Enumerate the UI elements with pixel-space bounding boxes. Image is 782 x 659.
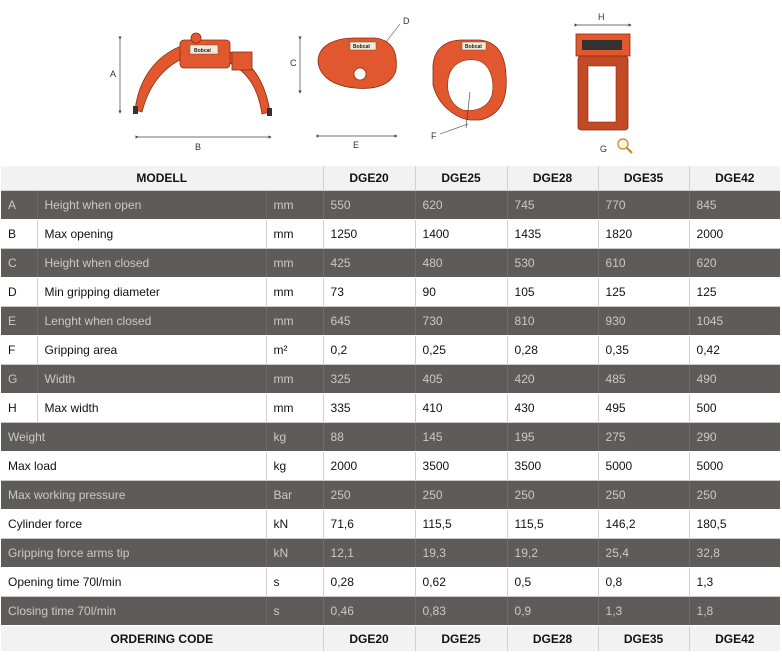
row-value: 410 [415,394,507,423]
row-unit: mm [266,307,323,336]
row-value: 0,25 [415,336,507,365]
row-name: Gripping force arms tip [1,539,266,568]
row-value: 810 [507,307,598,336]
row-value: 115,5 [507,510,598,539]
figure-open-front [110,33,272,152]
row-value: 146,2 [598,510,689,539]
row-name: Lenght when closed [37,307,266,336]
row-value: 1,3 [598,597,689,626]
row-value: 0,9 [507,597,598,626]
row-name: Weight [1,423,266,452]
row-value: 745 [507,191,598,220]
row-value: 0,5 [507,568,598,597]
row-unit: kN [266,539,323,568]
row-value: 25,4 [598,539,689,568]
table-row [1,365,780,394]
row-value: 0,83 [415,597,507,626]
row-value: 290 [689,423,780,452]
table-row [1,307,780,336]
row-value: 3500 [507,452,598,481]
label-h: H [598,12,605,22]
row-value: 88 [323,423,415,452]
row-value: 430 [507,394,598,423]
row-unit: s [266,597,323,626]
row-value: 2000 [323,452,415,481]
row-value: 3500 [415,452,507,481]
row-value: 0,35 [598,336,689,365]
row-code: C [1,249,37,278]
row-value: 405 [415,365,507,394]
row-value: 145 [415,423,507,452]
table-row [1,568,780,597]
table-row [1,597,780,626]
row-value: 325 [323,365,415,394]
row-value: 420 [507,365,598,394]
row-value: 115,5 [415,510,507,539]
grapple-drawings [0,0,782,165]
model-header: DGE42 [689,166,780,191]
row-value: 2000 [689,220,780,249]
row-value: 530 [507,249,598,278]
row-value: 620 [415,191,507,220]
ordering-code: DGE20 [323,626,415,652]
row-code: F [1,336,37,365]
row-value: 930 [598,307,689,336]
row-name: Max opening [37,220,266,249]
row-unit: mm [266,394,323,423]
table-row [1,278,780,307]
figure-gripping-area [431,40,506,141]
row-value: 32,8 [689,539,780,568]
label-a: A [110,69,117,79]
row-value: 1045 [689,307,780,336]
spec-table [1,166,780,651]
row-value: 1435 [507,220,598,249]
row-value: 620 [689,249,780,278]
label-d: D [403,16,410,26]
row-name: Opening time 70l/min [1,568,266,597]
row-name: Height when closed [37,249,266,278]
row-unit: mm [266,365,323,394]
row-value: 645 [323,307,415,336]
row-code: A [1,191,37,220]
row-value: 1,8 [689,597,780,626]
table-row [1,249,780,278]
row-value: 0,28 [323,568,415,597]
row-name: Width [37,365,266,394]
table-row [1,191,780,220]
row-unit: kN [266,510,323,539]
row-value: 0,46 [323,597,415,626]
row-value: 5000 [689,452,780,481]
table-row [1,220,780,249]
ordering-code: DGE25 [415,626,507,652]
row-value: 71,6 [323,510,415,539]
table-row [1,481,780,510]
magnifier-icon[interactable] [618,139,632,153]
row-unit: s [266,568,323,597]
row-value: 480 [415,249,507,278]
row-code: G [1,365,37,394]
row-value: 275 [598,423,689,452]
model-header: DGE25 [415,166,507,191]
row-value: 19,3 [415,539,507,568]
row-value: 73 [323,278,415,307]
row-name: Max width [37,394,266,423]
row-code: D [1,278,37,307]
row-value: 250 [598,481,689,510]
row-value: 500 [689,394,780,423]
ordering-code: DGE28 [507,626,598,652]
row-value: 180,5 [689,510,780,539]
row-value: 845 [689,191,780,220]
row-value: 1400 [415,220,507,249]
header-label: MODELL [1,166,323,191]
row-value: 5000 [598,452,689,481]
figure-side [576,12,632,154]
label-g: G [600,144,608,154]
row-value: 610 [598,249,689,278]
row-unit: m² [266,336,323,365]
row-value: 250 [507,481,598,510]
row-value: 0,62 [415,568,507,597]
row-unit: mm [266,278,323,307]
row-value: 250 [415,481,507,510]
logo-text-3: Bobcat [465,44,482,50]
row-value: 550 [323,191,415,220]
model-header: DGE35 [598,166,689,191]
row-unit: mm [266,249,323,278]
row-value: 490 [689,365,780,394]
row-value: 335 [323,394,415,423]
row-unit: kg [266,452,323,481]
row-value: 125 [598,278,689,307]
table-row [1,336,780,365]
row-value: 250 [689,481,780,510]
table-row [1,539,780,568]
ordering-code: DGE42 [689,626,780,652]
footer-label: ORDERING CODE [1,626,323,652]
label-b: B [195,142,202,152]
model-header: DGE28 [507,166,598,191]
row-name: Max load [1,452,266,481]
row-value: 730 [415,307,507,336]
label-c: C [290,58,297,68]
row-value: 0,28 [507,336,598,365]
table-row [1,452,780,481]
row-value: 195 [507,423,598,452]
dimension-figures [0,0,782,165]
table-row [1,510,780,539]
table-row [1,394,780,423]
row-value: 250 [323,481,415,510]
row-code: E [1,307,37,336]
row-value: 12,1 [323,539,415,568]
row-unit: kg [266,423,323,452]
row-value: 1820 [598,220,689,249]
figure-closed [290,16,410,150]
row-value: 19,2 [507,539,598,568]
row-value: 485 [598,365,689,394]
row-value: 90 [415,278,507,307]
row-unit: mm [266,220,323,249]
model-header: DGE20 [323,166,415,191]
label-f: F [431,131,437,141]
row-value: 425 [323,249,415,278]
row-value: 0,8 [598,568,689,597]
row-value: 125 [689,278,780,307]
logo-text-1: Bobcat [194,48,211,54]
row-value: 1250 [323,220,415,249]
label-e: E [353,140,360,150]
row-name: Cylinder force [1,510,266,539]
ordering-code: DGE35 [598,626,689,652]
row-name: Min gripping diameter [37,278,266,307]
row-code: B [1,220,37,249]
table-footer-row [1,626,780,652]
row-value: 495 [598,394,689,423]
row-name: Max working pressure [1,481,266,510]
row-value: 0,42 [689,336,780,365]
row-value: 770 [598,191,689,220]
row-unit: mm [266,191,323,220]
row-code: H [1,394,37,423]
row-name: Closing time 70l/min [1,597,266,626]
row-value: 105 [507,278,598,307]
row-unit: Bar [266,481,323,510]
logo-text-2: Bobcat [353,44,370,50]
row-value: 0,2 [323,336,415,365]
row-name: Gripping area [37,336,266,365]
row-value: 1,3 [689,568,780,597]
row-name: Height when open [37,191,266,220]
table-row [1,423,780,452]
table-header-row [1,166,780,191]
